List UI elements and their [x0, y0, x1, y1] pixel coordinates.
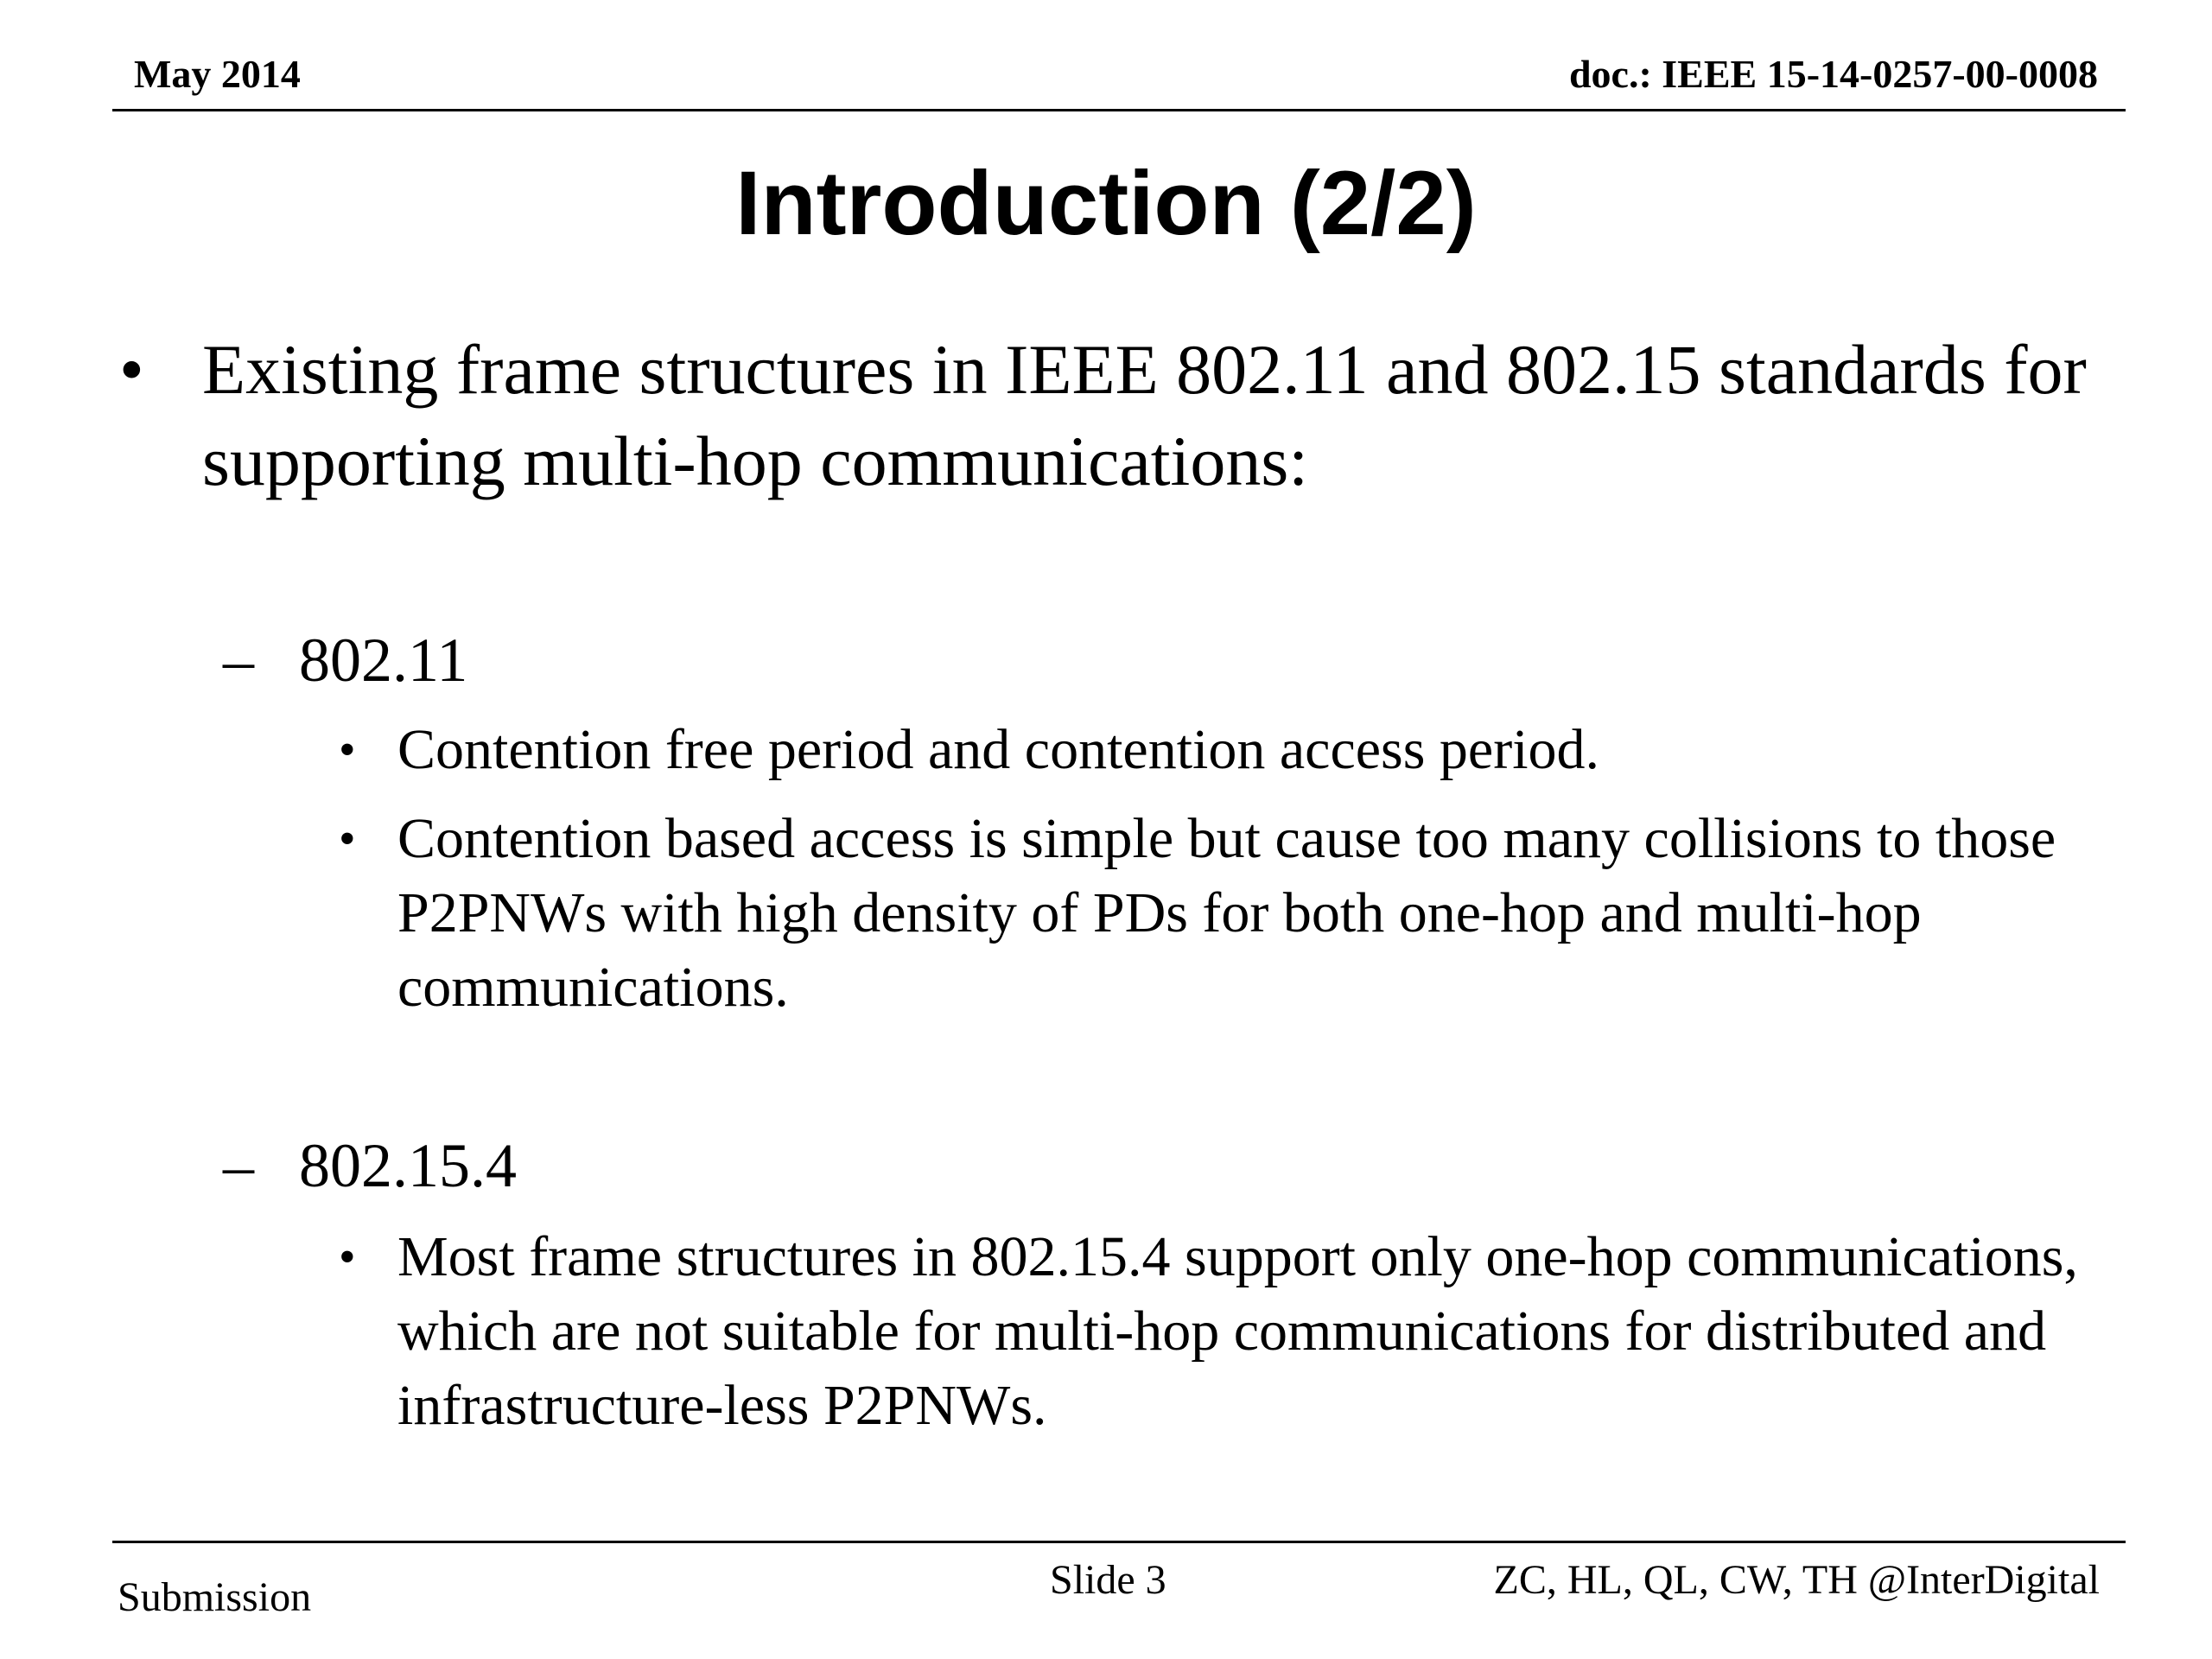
bullet-text: Existing frame structures in IEEE 802.11 and 802.15 standards for supporting multi-hop communications: [202, 330, 2087, 500]
bullet-level1 [119, 324, 2115, 507]
footer-submission: Submission [118, 1574, 312, 1620]
bullet-level3 [339, 713, 2119, 787]
header-divider [112, 109, 2126, 111]
footer-slide-number: Slide 3 [1050, 1557, 1166, 1603]
header-doc-id: doc.: IEEE 15-14-0257-00-0008 [1568, 52, 2098, 96]
slide-title: Introduction (2/2) [735, 153, 1477, 254]
bullet-marker: • [339, 1230, 356, 1284]
subitem-802-15-4 [223, 1126, 1260, 1205]
footer-authors: ZC, HL, QL, CW, TH @InterDigital [1493, 1557, 2100, 1603]
bullet-level3 [339, 1220, 2119, 1443]
bullet-marker: • [339, 812, 356, 866]
dash-marker: – [223, 1131, 254, 1200]
bullet-text: Contention based access is simple but cause too many collisions to those P2PNWs with high density of PDs for both one-hop and multi-hop communications. [397, 807, 2056, 1019]
subitem-text: 802.15.4 [299, 1131, 517, 1200]
subitem-802-11 [223, 620, 1260, 700]
bullet-marker: • [339, 723, 356, 777]
bullet-level3 [339, 802, 2119, 1025]
bullet-text: Most frame structures in 802.15.4 support only one-hop communications, which are not suitable for multi-hop communications for distributed and infrastructure-less P2PNWs. [397, 1225, 2078, 1437]
bullet-text: Contention free period and contention access period. [397, 718, 1600, 781]
dash-marker: – [223, 626, 254, 695]
bullet-marker: • [119, 330, 144, 409]
footer-divider [112, 1541, 2126, 1543]
header-date: May 2014 [134, 52, 301, 96]
subitem-text: 802.11 [299, 626, 468, 695]
